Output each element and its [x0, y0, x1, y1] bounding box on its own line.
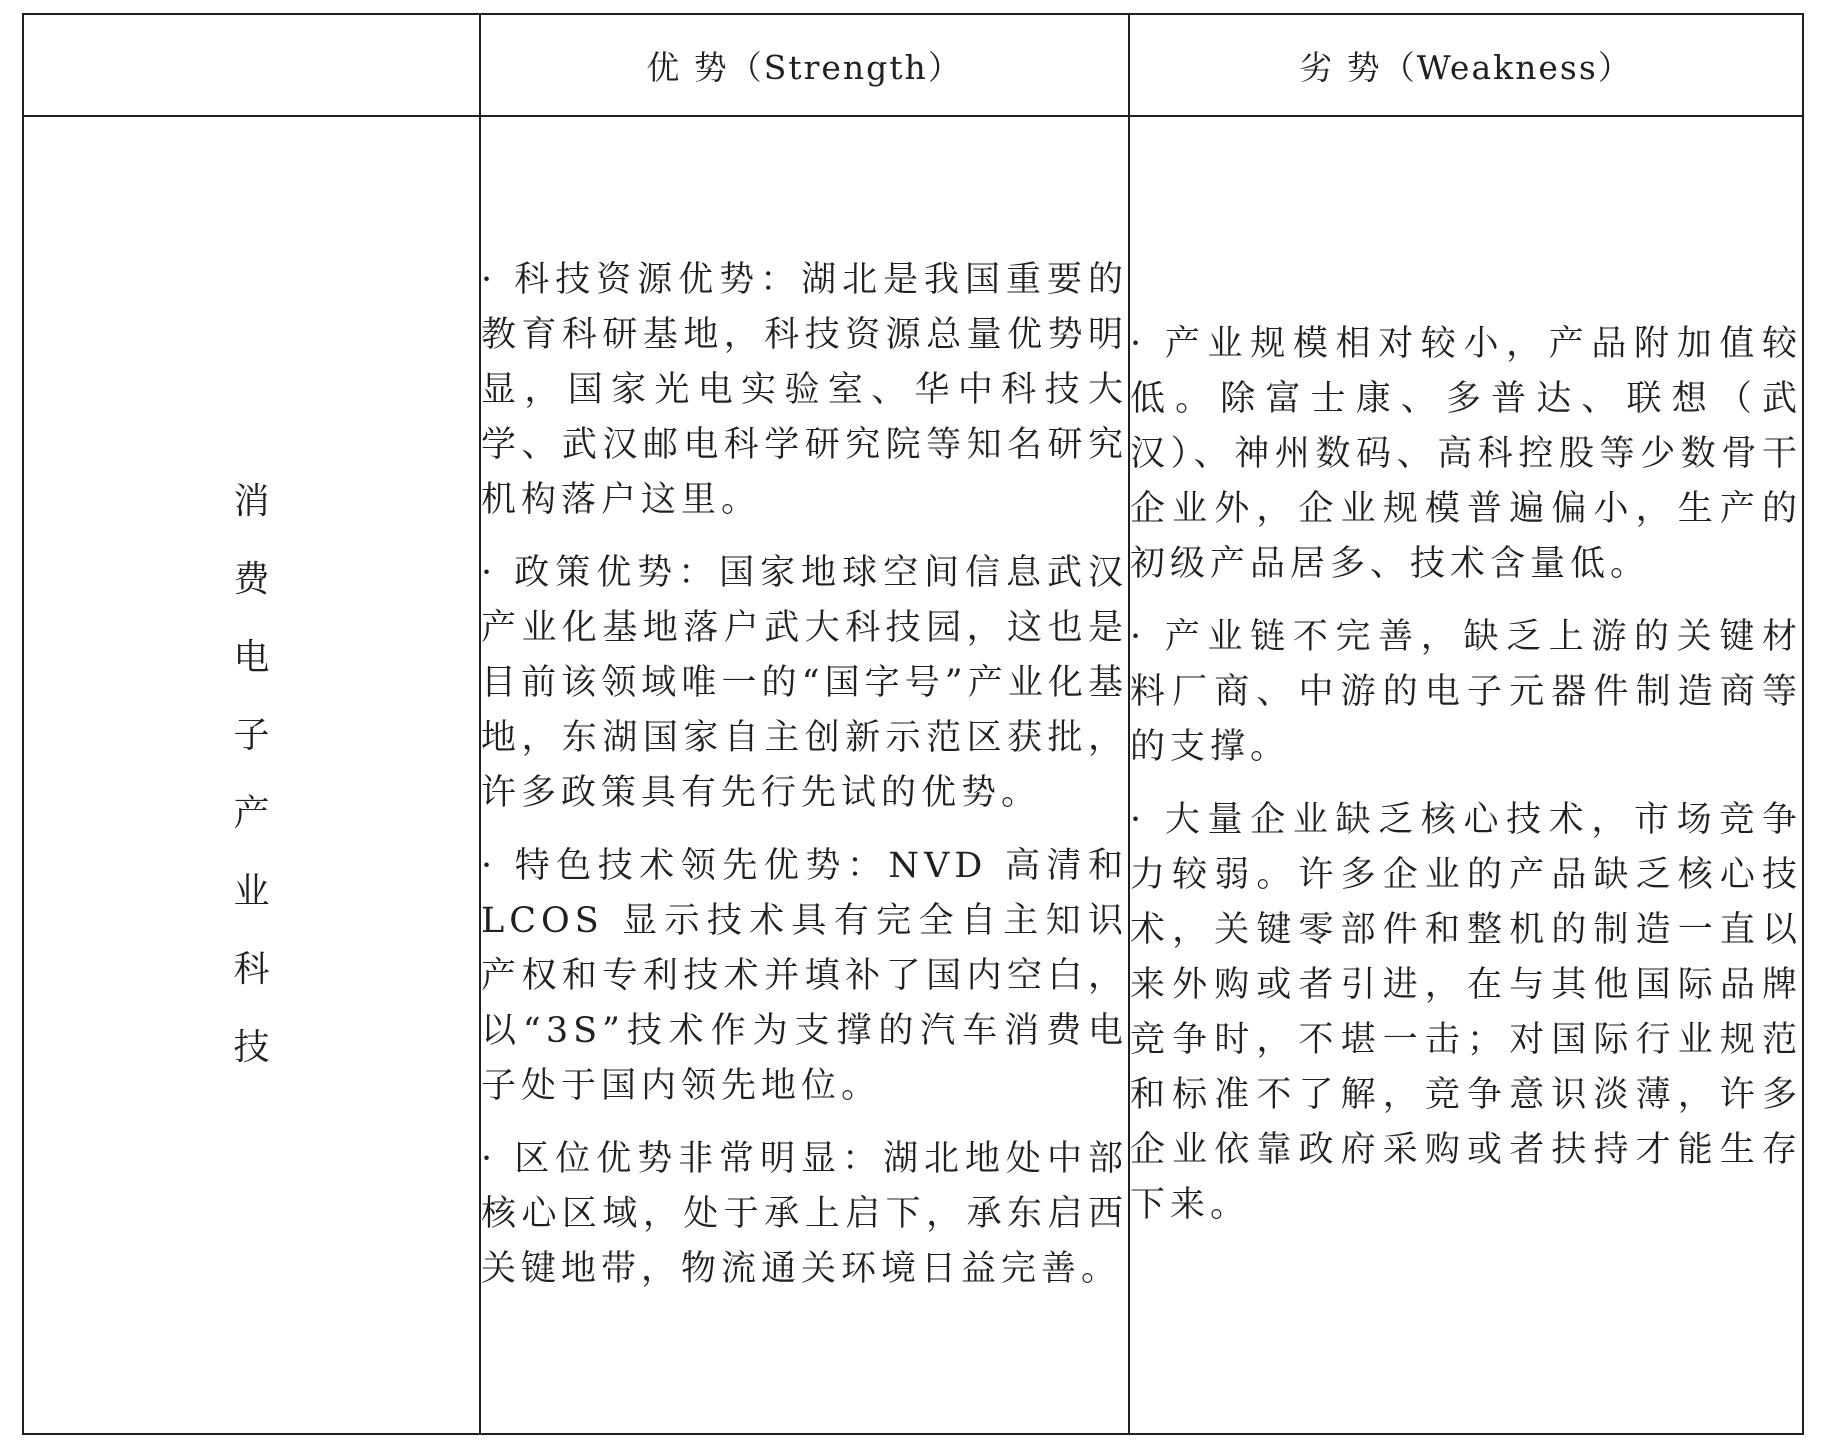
swot-table: [22, 13, 1804, 1435]
content-row: [23, 116, 1803, 1434]
weaknesses-cell: [1129, 116, 1803, 1434]
weakness-item: · 产业链不完善，缺乏上游的关键材料厂商、中游的电子元器件制造商等的支撑。: [1130, 617, 1802, 767]
weakness-item: · 大量企业缺乏核心技术，市场竞争力较弱。许多企业的产品缺乏核心技术，关键零部件和整机的制造一直以来外购或者引进，在与其他国际品牌竞争时，不堪一击；对国际行业规范和标准不了解，竞争意识淡薄，许多企业依靠政府采购或者扶持才能生存下来。: [1130, 800, 1802, 1225]
row-label-char: 电: [233, 637, 270, 678]
strength-item: · 科技资源优势：湖北是我国重要的教育科研基地，科技资源总量优势明显，国家光电实验室、华中科技大学、武汉邮电科学研究院等知名研究机构落户这里。: [481, 260, 1128, 520]
row-label-char: 费: [233, 559, 270, 600]
row-label-vertical: [233, 477, 269, 1073]
weakness-header: 劣 势（Weakness）: [1129, 14, 1803, 116]
row-label-char: 技: [233, 1027, 270, 1068]
weakness-item: · 产业规模相对较小，产品附加值较低。除富士康、多普达、联想（武汉）、神州数码、高科控股等少数骨干企业外，企业规模普遍偏小，生产的初级产品居多、技术含量低。: [1130, 324, 1802, 584]
strength-item: · 区位优势非常明显：湖北地处中部核心区域，处于承上启下，承东启西关键地带，物流通关环境日益完善。: [481, 1139, 1128, 1289]
strength-item: · 特色技术领先优势：NVD 高清和 LCOS 显示技术具有完全自主知识产权和专利技术并填补了国内空白，以“3S”技术作为支撑的汽车消费电子处于国内领先地位。: [481, 846, 1128, 1106]
row-label-char: 业: [233, 871, 270, 912]
strength-item: · 政策优势：国家地球空间信息武汉产业化基地落户武大科技园，这也是目前该领域唯一的“国字号”产业化基地，东湖国家自主创新示范区获批，许多政策具有先行先试的优势。: [481, 553, 1128, 813]
corner-cell: [23, 14, 480, 116]
row-label-char: 产: [233, 793, 270, 834]
header-row: [23, 14, 1803, 116]
row-label-char: 子: [233, 715, 270, 756]
strengths-cell: [480, 116, 1129, 1434]
row-label-cell: [23, 116, 480, 1434]
row-label-char: 消: [233, 481, 270, 522]
row-label-char: 科: [233, 949, 270, 990]
strength-header: 优 势（Strength）: [480, 14, 1129, 116]
